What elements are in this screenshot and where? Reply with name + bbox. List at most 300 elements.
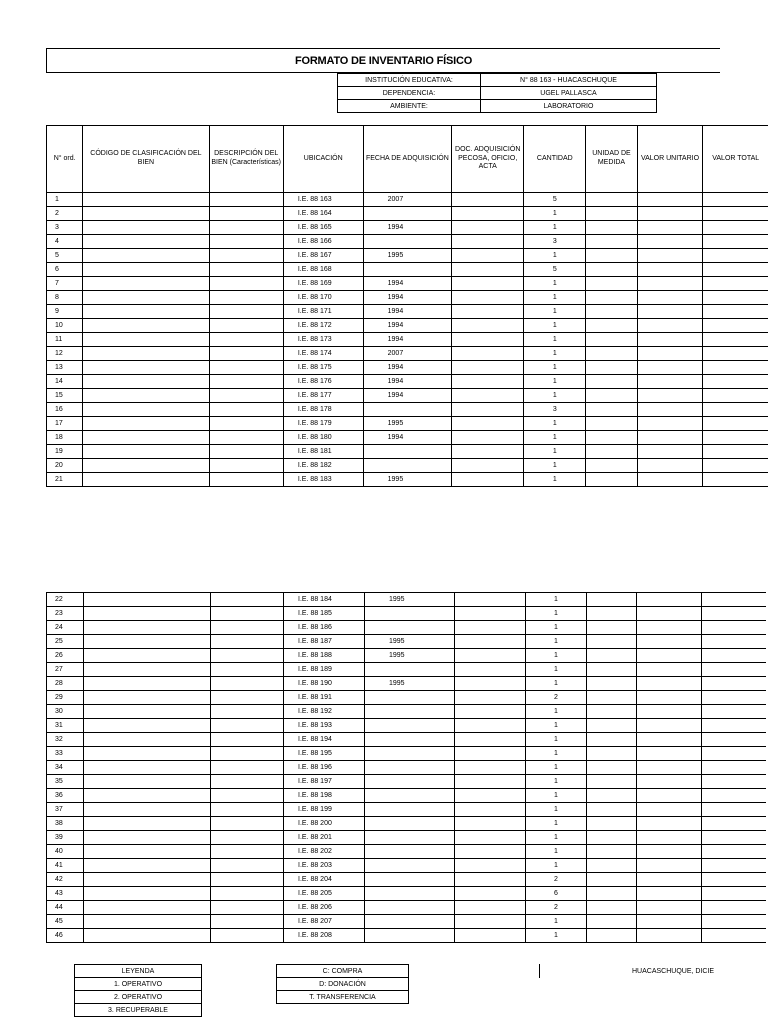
unit-cell (586, 193, 637, 207)
unit-cell (586, 347, 637, 361)
total-value-cell (702, 593, 767, 607)
total-value-cell (703, 235, 768, 249)
row-number-cell: 6 (47, 263, 83, 277)
total-value-cell (702, 887, 767, 901)
table-row (47, 193, 768, 207)
total-value-cell (702, 691, 767, 705)
quantity-cell: 1 (526, 663, 587, 677)
description-cell (211, 831, 284, 845)
quantity-cell: 1 (524, 277, 586, 291)
quantity-cell: 1 (524, 221, 586, 235)
row-number-cell: 5 (47, 249, 83, 263)
acquisition-doc-cell (455, 691, 526, 705)
classification-code-cell (83, 319, 209, 333)
location-cell: I.E. 88 204 (284, 873, 365, 887)
unit-value-cell (637, 291, 703, 305)
location-cell: I.E. 88 184 (284, 593, 365, 607)
row-number-cell: 20 (47, 459, 83, 473)
location-cell: I.E. 88 190 (284, 677, 365, 691)
table-row (47, 305, 768, 319)
row-number-cell: 8 (47, 291, 83, 305)
row-number-cell: 42 (47, 873, 84, 887)
acquisition-doc-cell (452, 291, 524, 305)
acquisition-date-cell (365, 663, 455, 677)
table-row (47, 473, 768, 487)
location-cell: I.E. 88 168 (283, 263, 363, 277)
description-cell (211, 873, 284, 887)
header-cell: UBICACIÓN (283, 126, 363, 193)
classification-code-cell (84, 873, 211, 887)
unit-value-cell (637, 221, 703, 235)
description-cell (211, 705, 284, 719)
total-value-cell (703, 375, 768, 389)
total-value-cell (703, 431, 768, 445)
row-number-cell: 9 (47, 305, 83, 319)
total-value-cell (702, 873, 767, 887)
classification-code-cell (84, 593, 211, 607)
table-row (47, 635, 767, 649)
total-value-cell (702, 663, 767, 677)
table-row (47, 873, 767, 887)
acquisition-date-cell (365, 775, 455, 789)
description-cell (209, 249, 283, 263)
total-value-cell (703, 473, 768, 487)
unit-cell (587, 789, 637, 803)
unit-cell (587, 901, 637, 915)
quantity-cell: 3 (524, 403, 586, 417)
classification-code-cell (83, 193, 209, 207)
row-number-cell: 18 (47, 431, 83, 445)
unit-cell (587, 859, 637, 873)
unit-value-cell (637, 207, 703, 221)
table-row (47, 859, 767, 873)
unit-value-cell (637, 417, 703, 431)
total-value-cell (702, 929, 767, 943)
row-number-cell: 24 (47, 621, 84, 635)
total-value-cell (703, 221, 768, 235)
description-cell (209, 291, 283, 305)
row-number-cell: 10 (47, 319, 83, 333)
description-cell (211, 691, 284, 705)
location-cell: I.E. 88 202 (284, 845, 365, 859)
location-cell: I.E. 88 189 (284, 663, 365, 677)
unit-value-cell (637, 277, 703, 291)
row-number-cell: 44 (47, 901, 84, 915)
total-value-cell (702, 621, 767, 635)
table-row (47, 375, 768, 389)
classification-code-cell (84, 649, 211, 663)
info-label: AMBIENTE: (338, 100, 481, 113)
row-number-cell: 34 (47, 761, 84, 775)
unit-cell (587, 635, 637, 649)
total-value-cell (703, 333, 768, 347)
location-cell: I.E. 88 169 (283, 277, 363, 291)
acquisition-date-cell: 1994 (363, 389, 452, 403)
classification-code-cell (84, 789, 211, 803)
row-number-cell: 27 (47, 663, 84, 677)
unit-value-cell (637, 761, 702, 775)
location-cell: I.E. 88 194 (284, 733, 365, 747)
row-number-cell: 30 (47, 705, 84, 719)
description-cell (209, 305, 283, 319)
table-row (47, 929, 767, 943)
acquisition-doc-cell (455, 887, 526, 901)
description-cell (209, 459, 283, 473)
unit-value-cell (637, 747, 702, 761)
header-cell: CÓDIGO DE CLASIFICACIÓN DEL BIEN (83, 126, 209, 193)
quantity-cell: 1 (524, 319, 586, 333)
acquisition-date-cell (363, 207, 452, 221)
description-cell (211, 859, 284, 873)
row-number-cell: 38 (47, 817, 84, 831)
quantity-cell: 2 (526, 691, 587, 705)
quantity-cell: 1 (524, 431, 586, 445)
unit-value-cell (637, 831, 702, 845)
total-value-cell (702, 859, 767, 873)
total-value-cell (702, 649, 767, 663)
classification-code-cell (84, 663, 211, 677)
acquisition-doc-cell (455, 621, 526, 635)
unit-value-cell (637, 733, 702, 747)
quantity-cell: 1 (526, 859, 587, 873)
classification-code-cell (84, 635, 211, 649)
quantity-cell: 1 (524, 389, 586, 403)
description-cell (211, 761, 284, 775)
row-number-cell: 29 (47, 691, 84, 705)
row-number-cell: 46 (47, 929, 84, 943)
unit-value-cell (637, 719, 702, 733)
quantity-cell: 1 (524, 305, 586, 319)
acquisition-doc-cell (455, 775, 526, 789)
acquisition-date-cell (365, 803, 455, 817)
description-cell (211, 621, 284, 635)
row-number-cell: 35 (47, 775, 84, 789)
location-cell: I.E. 88 185 (284, 607, 365, 621)
description-cell (211, 845, 284, 859)
unit-value-cell (637, 887, 702, 901)
row-number-cell: 23 (47, 607, 84, 621)
total-value-cell (702, 901, 767, 915)
classification-code-cell (83, 249, 209, 263)
unit-value-cell (637, 593, 702, 607)
row-number-cell: 26 (47, 649, 84, 663)
location-cell: I.E. 88 167 (283, 249, 363, 263)
acquisition-doc-cell (455, 649, 526, 663)
description-cell (211, 789, 284, 803)
classification-code-cell (83, 375, 209, 389)
classification-code-cell (83, 361, 209, 375)
row-number-cell: 45 (47, 915, 84, 929)
acquisition-type-item: T. TRANSFERENCIA (277, 991, 409, 1004)
quantity-cell: 2 (526, 873, 587, 887)
acquisition-doc-cell (452, 277, 524, 291)
quantity-cell: 2 (526, 901, 587, 915)
unit-cell (586, 361, 637, 375)
table-row (47, 389, 768, 403)
acquisition-date-cell: 1994 (363, 305, 452, 319)
quantity-cell: 1 (524, 291, 586, 305)
table-row (47, 249, 768, 263)
description-cell (209, 431, 283, 445)
location-cell: I.E. 88 183 (283, 473, 363, 487)
unit-value-cell (637, 845, 702, 859)
unit-value-cell (637, 249, 703, 263)
total-value-cell (702, 761, 767, 775)
info-row (338, 74, 657, 87)
acquisition-date-cell (365, 845, 455, 859)
unit-value-cell (637, 691, 702, 705)
acquisition-doc-cell (455, 733, 526, 747)
description-cell (209, 333, 283, 347)
unit-cell (587, 593, 637, 607)
location-cell: I.E. 88 208 (284, 929, 365, 943)
acquisition-doc-cell (455, 915, 526, 929)
legend-item: 1. OPERATIVO (75, 978, 202, 991)
acquisition-date-cell: 1995 (363, 417, 452, 431)
quantity-cell: 1 (526, 803, 587, 817)
location-cell: I.E. 88 180 (283, 431, 363, 445)
acquisition-doc-cell (455, 845, 526, 859)
description-cell (211, 719, 284, 733)
row-number-cell: 19 (47, 445, 83, 459)
total-value-cell (703, 361, 768, 375)
unit-value-cell (637, 873, 702, 887)
location-cell: I.E. 88 193 (284, 719, 365, 733)
unit-value-cell (637, 859, 702, 873)
info-label: INSTITUCIÓN EDUCATIVA: (338, 74, 481, 87)
location-cell: I.E. 88 203 (284, 859, 365, 873)
acquisition-date-cell: 1995 (365, 649, 455, 663)
unit-value-cell (637, 775, 702, 789)
row-number-cell: 39 (47, 831, 84, 845)
acquisition-date-cell (365, 887, 455, 901)
acquisition-date-cell: 1994 (363, 361, 452, 375)
acquisition-doc-cell (452, 193, 524, 207)
legend-title: LEYENDA (75, 965, 202, 978)
table-row (47, 775, 767, 789)
quantity-cell: 5 (524, 263, 586, 277)
total-value-cell (702, 845, 767, 859)
acquisition-date-cell (365, 621, 455, 635)
classification-code-cell (83, 277, 209, 291)
unit-value-cell (637, 929, 702, 943)
acquisition-date-cell (365, 817, 455, 831)
header-cell: N° ord. (47, 126, 83, 193)
unit-cell (586, 431, 637, 445)
acquisition-doc-cell (455, 747, 526, 761)
quantity-cell: 1 (526, 747, 587, 761)
quantity-cell: 3 (524, 235, 586, 249)
description-cell (209, 319, 283, 333)
location-cell: I.E. 88 178 (283, 403, 363, 417)
row-number-cell: 7 (47, 277, 83, 291)
classification-code-cell (84, 803, 211, 817)
unit-cell (586, 249, 637, 263)
table-row (47, 677, 767, 691)
unit-cell (586, 459, 637, 473)
quantity-cell: 1 (526, 607, 587, 621)
total-value-cell (702, 775, 767, 789)
unit-value-cell (637, 375, 703, 389)
classification-code-cell (84, 607, 211, 621)
unit-cell (587, 845, 637, 859)
acquisition-doc-cell (455, 859, 526, 873)
quantity-cell: 1 (526, 733, 587, 747)
legend-item: 2. OPERATIVO (75, 991, 202, 1004)
unit-value-cell (637, 333, 703, 347)
quantity-cell: 1 (526, 705, 587, 719)
unit-value-cell (637, 305, 703, 319)
acquisition-date-cell: 1995 (365, 677, 455, 691)
inventory-table-body (47, 126, 768, 487)
acquisition-date-cell (365, 901, 455, 915)
quantity-cell: 1 (526, 719, 587, 733)
table-row (47, 593, 767, 607)
table-row (47, 621, 767, 635)
unit-cell (587, 915, 637, 929)
row-number-cell: 37 (47, 803, 84, 817)
description-cell (209, 445, 283, 459)
unit-cell (586, 277, 637, 291)
quantity-cell: 1 (524, 207, 586, 221)
description-cell (209, 375, 283, 389)
total-value-cell (702, 733, 767, 747)
table-row (47, 649, 767, 663)
acquisition-date-cell (365, 929, 455, 943)
acquisition-doc-cell (455, 635, 526, 649)
unit-value-cell (637, 607, 702, 621)
table-row (47, 347, 768, 361)
acquisition-doc-cell (452, 235, 524, 249)
classification-code-cell (83, 431, 209, 445)
location-cell: I.E. 88 176 (283, 375, 363, 389)
description-cell (209, 347, 283, 361)
description-cell (211, 775, 284, 789)
quantity-cell: 1 (526, 789, 587, 803)
unit-cell (587, 733, 637, 747)
total-value-cell (703, 403, 768, 417)
classification-code-cell (83, 235, 209, 249)
description-cell (211, 733, 284, 747)
unit-cell (587, 761, 637, 775)
inventory-table-continued (46, 592, 766, 943)
total-value-cell (702, 789, 767, 803)
quantity-cell: 1 (524, 473, 586, 487)
row-number-cell: 36 (47, 789, 84, 803)
acquisition-doc-cell (452, 389, 524, 403)
location-cell: I.E. 88 199 (284, 803, 365, 817)
unit-cell (586, 333, 637, 347)
unit-cell (587, 621, 637, 635)
table-row (47, 459, 768, 473)
table-row (47, 235, 768, 249)
acquisition-date-cell (363, 263, 452, 277)
unit-cell (586, 445, 637, 459)
table-row (47, 431, 768, 445)
classification-code-cell (84, 915, 211, 929)
quantity-cell: 1 (526, 831, 587, 845)
unit-cell (586, 417, 637, 431)
total-value-cell (702, 915, 767, 929)
quantity-cell: 1 (526, 621, 587, 635)
acquisition-doc-cell (455, 677, 526, 691)
unit-cell (587, 929, 637, 943)
acquisition-doc-cell (452, 319, 524, 333)
acquisition-doc-cell (452, 305, 524, 319)
location-cell: I.E. 88 205 (284, 887, 365, 901)
unit-value-cell (637, 663, 702, 677)
table-row (47, 207, 768, 221)
unit-value-cell (637, 789, 702, 803)
info-row (338, 100, 657, 113)
table-row (47, 705, 767, 719)
classification-code-cell (83, 263, 209, 277)
place-date: HUACASCHUQUE, DICIE (632, 968, 715, 975)
table-row (47, 831, 767, 845)
unit-cell (587, 817, 637, 831)
total-value-cell (702, 747, 767, 761)
description-cell (211, 649, 284, 663)
unit-value-cell (637, 235, 703, 249)
info-value: N° 88 163 - HUACASCHUQUE (481, 74, 657, 87)
unit-value-cell (637, 347, 703, 361)
description-cell (211, 915, 284, 929)
location-cell: I.E. 88 181 (283, 445, 363, 459)
unit-cell (586, 207, 637, 221)
classification-code-cell (84, 677, 211, 691)
quantity-cell: 1 (526, 845, 587, 859)
legend-table (74, 964, 202, 1017)
row-number-cell: 25 (47, 635, 84, 649)
acquisition-date-cell (365, 859, 455, 873)
table-row (47, 747, 767, 761)
row-number-cell: 41 (47, 859, 84, 873)
quantity-cell: 1 (526, 915, 587, 929)
acquisition-doc-cell (452, 417, 524, 431)
table-row (47, 915, 767, 929)
quantity-cell: 1 (526, 761, 587, 775)
table-row (47, 761, 767, 775)
classification-code-cell (83, 417, 209, 431)
header-cell: DOC. ADQUISICIÓN PECOSA, OFICIO, ACTA (452, 126, 524, 193)
total-value-cell (702, 831, 767, 845)
row-number-cell: 16 (47, 403, 83, 417)
unit-value-cell (637, 817, 702, 831)
unit-cell (586, 235, 637, 249)
table-row (47, 663, 767, 677)
quantity-cell: 1 (524, 445, 586, 459)
total-value-cell (703, 291, 768, 305)
classification-code-cell (84, 705, 211, 719)
acquisition-date-cell: 1994 (363, 333, 452, 347)
row-number-cell: 1 (47, 193, 83, 207)
description-cell (211, 887, 284, 901)
total-value-cell (702, 607, 767, 621)
location-cell: I.E. 88 187 (284, 635, 365, 649)
description-cell (211, 817, 284, 831)
location-cell: I.E. 88 165 (283, 221, 363, 235)
acquisition-date-cell (365, 915, 455, 929)
unit-cell (587, 747, 637, 761)
table-row (47, 319, 768, 333)
acquisition-doc-cell (452, 403, 524, 417)
unit-cell (586, 221, 637, 235)
acquisition-doc-cell (455, 593, 526, 607)
unit-cell (586, 473, 637, 487)
description-cell (209, 417, 283, 431)
row-number-cell: 12 (47, 347, 83, 361)
acquisition-date-cell: 1995 (363, 473, 452, 487)
